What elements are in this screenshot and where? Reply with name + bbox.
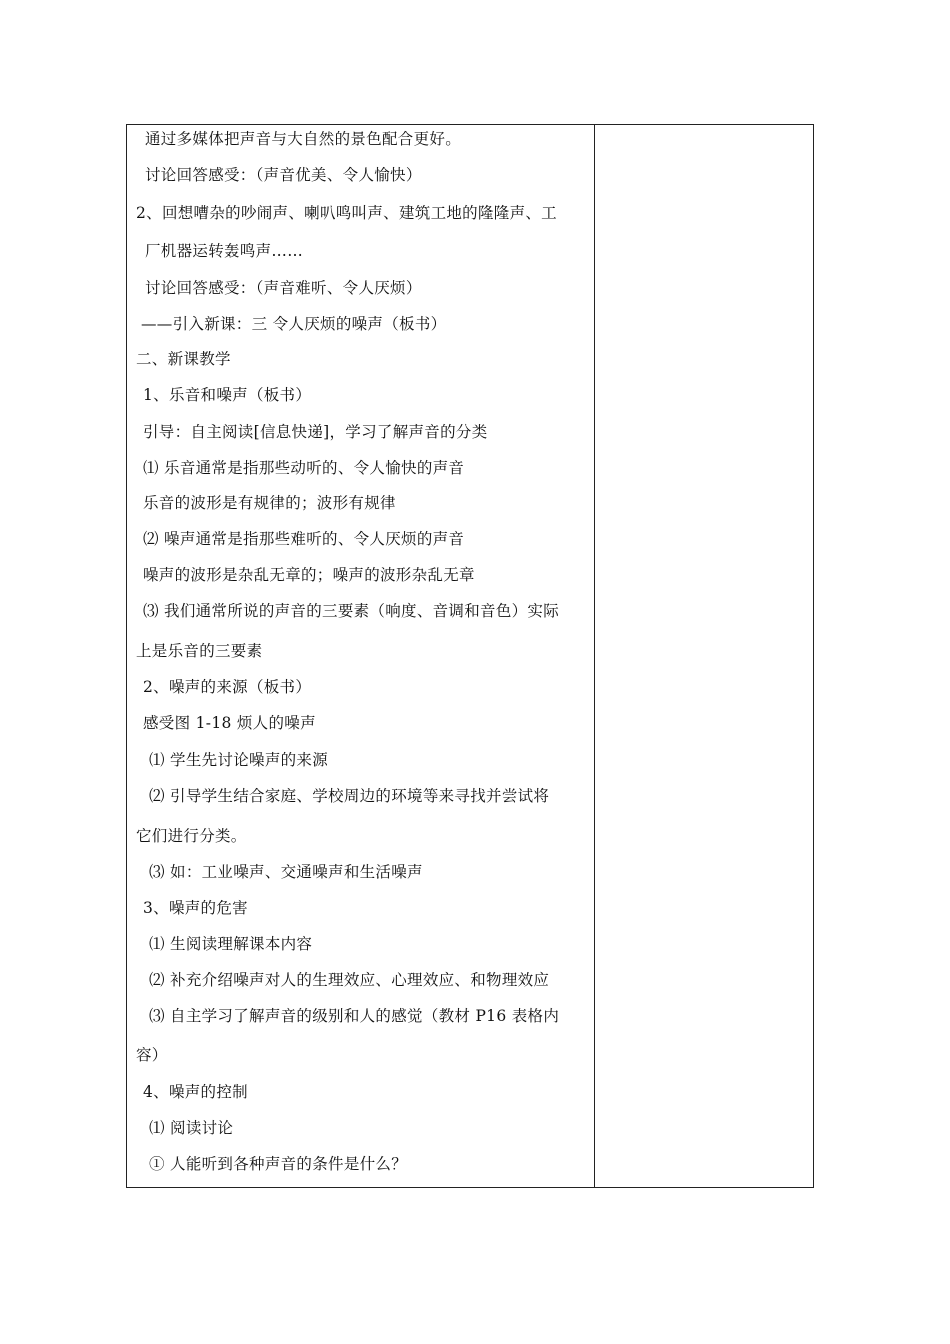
text-line: ⑶ 如：工业噪声、交通噪声和生活噪声: [149, 863, 423, 881]
text-line: ⑶ 自主学习了解声音的级别和人的感觉（教材 P16 表格内: [149, 1007, 560, 1025]
text-line: 讨论回答感受：（声音优美、令人愉快）: [145, 166, 422, 184]
text-line: ⑴ 阅读讨论: [149, 1119, 234, 1137]
text-line: ⑵ 引导学生结合家庭、学校周边的环境等来寻找并尝试将: [149, 787, 550, 805]
text-line: ⑵ 补充介绍噪声对人的生理效应、心理效应、和物理效应: [149, 971, 550, 989]
text-line: 通过多媒体把声音与大自然的景色配合更好。: [145, 130, 462, 148]
text-line: 上是乐音的三要素: [136, 642, 263, 660]
text-line: 4、噪声的控制: [143, 1083, 248, 1101]
text-line: ⑶ 我们通常所说的声音的三要素（响度、音调和音色）实际: [143, 602, 560, 620]
text-line: 2、回想嘈杂的吵闹声、喇叭鸣叫声、建筑工地的隆隆声、工: [136, 204, 557, 222]
text-line: 3、噪声的危害: [143, 899, 248, 917]
text-line: 噪声的波形是杂乱无章的；噪声的波形杂乱无章: [143, 566, 475, 584]
column-divider: [594, 125, 595, 1187]
text-line: 感受图 1-18 烦人的噪声: [143, 714, 316, 732]
lesson-table: [126, 124, 814, 1188]
text-line: 二、新课教学: [136, 350, 231, 368]
notes-cell: [596, 125, 813, 1187]
text-line: 它们进行分类。: [136, 827, 247, 845]
text-line: ⑴ 乐音通常是指那些动听的、令人愉快的声音: [143, 459, 465, 477]
text-line: 讨论回答感受：（声音难听、令人厌烦）: [145, 279, 422, 297]
text-line: ⑴ 学生先讨论噪声的来源: [149, 751, 329, 769]
teaching-content-cell: [127, 125, 594, 1187]
text-line: 乐音的波形是有规律的；波形有规律: [143, 494, 396, 512]
text-line: ① 人能听到各种声音的条件是什么？: [149, 1155, 408, 1173]
text-line: 1、乐音和噪声（板书）: [143, 386, 312, 404]
text-line: ⑵ 噪声通常是指那些难听的、令人厌烦的声音: [143, 530, 465, 548]
text-line: ——引入新课：三 令人厌烦的噪声（板书）: [141, 315, 447, 333]
text-line: 容）: [136, 1046, 168, 1064]
text-line: ⑴ 生阅读理解课本内容: [149, 935, 313, 953]
text-line: 2、噪声的来源（板书）: [143, 678, 312, 696]
text-line: 厂机器运转轰鸣声……: [145, 242, 304, 260]
text-line: 引导：自主阅读[信息快递]，学习了解声音的分类: [143, 423, 488, 441]
